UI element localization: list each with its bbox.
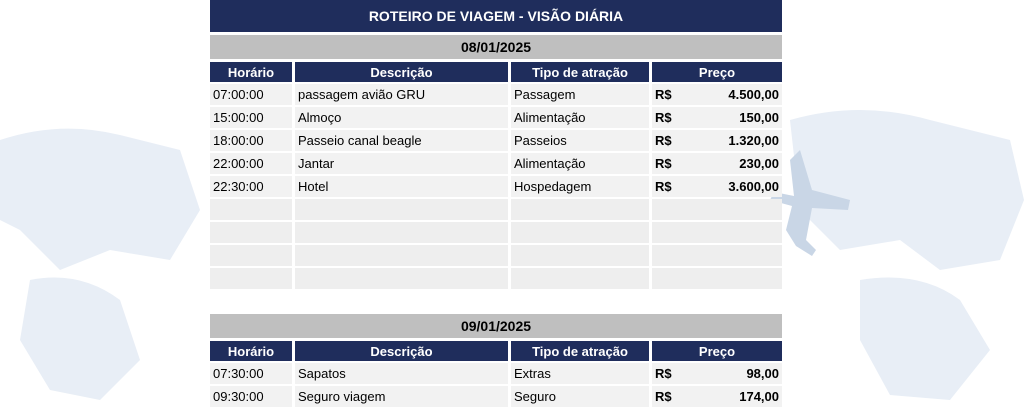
price-value: 98,00 <box>746 366 779 381</box>
currency-symbol: R$ <box>655 110 672 125</box>
cell-time[interactable]: 22:00:00 <box>210 153 292 174</box>
empty-cell[interactable] <box>210 222 292 243</box>
empty-cell[interactable] <box>210 199 292 220</box>
cell-description[interactable]: Jantar <box>295 153 508 174</box>
cell-description[interactable]: Seguro viagem <box>295 386 508 407</box>
itinerary-sheet <box>210 0 782 407</box>
price-value: 1.320,00 <box>728 133 779 148</box>
empty-cell[interactable] <box>511 199 649 220</box>
cell-price[interactable] <box>652 363 782 384</box>
empty-cell[interactable] <box>295 222 508 243</box>
cell-price[interactable] <box>652 153 782 174</box>
cell-price[interactable] <box>652 107 782 128</box>
col-header-time: Horário <box>210 62 292 82</box>
day-date-2: 09/01/2025 <box>210 314 782 338</box>
cell-time[interactable]: 07:30:00 <box>210 363 292 384</box>
section-gap <box>210 289 782 311</box>
table-row[interactable] <box>210 84 782 105</box>
table-row[interactable] <box>210 153 782 174</box>
col-header-price: Preço <box>652 62 782 82</box>
page-title: ROTEIRO DE VIAGEM - VISÃO DIÁRIA <box>210 0 782 32</box>
day-date-1: 08/01/2025 <box>210 35 782 59</box>
cell-time[interactable]: 09:30:00 <box>210 386 292 407</box>
currency-symbol: R$ <box>655 389 672 404</box>
cell-type[interactable]: Passagem <box>511 84 649 105</box>
empty-cell[interactable] <box>652 222 782 243</box>
price-value: 3.600,00 <box>728 179 779 194</box>
cell-type[interactable]: Passeios <box>511 130 649 151</box>
price-value: 150,00 <box>739 110 779 125</box>
empty-cell[interactable] <box>295 245 508 266</box>
empty-cell[interactable] <box>652 245 782 266</box>
cell-type[interactable]: Alimentação <box>511 153 649 174</box>
currency-symbol: R$ <box>655 133 672 148</box>
cell-time[interactable]: 22:30:00 <box>210 176 292 197</box>
price-value: 174,00 <box>739 389 779 404</box>
cell-price[interactable] <box>652 386 782 407</box>
cell-price[interactable] <box>652 176 782 197</box>
cell-type[interactable]: Seguro <box>511 386 649 407</box>
empty-row[interactable] <box>210 199 782 220</box>
col-header-type: Tipo de atração <box>511 62 649 82</box>
cell-price[interactable] <box>652 130 782 151</box>
table-row[interactable] <box>210 176 782 197</box>
table-row[interactable] <box>210 386 782 407</box>
cell-type[interactable]: Extras <box>511 363 649 384</box>
cell-description[interactable]: Hotel <box>295 176 508 197</box>
cell-time[interactable]: 07:00:00 <box>210 84 292 105</box>
empty-cell[interactable] <box>511 245 649 266</box>
empty-cell[interactable] <box>652 199 782 220</box>
empty-row[interactable] <box>210 222 782 243</box>
cell-description[interactable]: passagem avião GRU <box>295 84 508 105</box>
cell-description[interactable]: Sapatos <box>295 363 508 384</box>
empty-cell[interactable] <box>295 199 508 220</box>
empty-cell[interactable] <box>210 245 292 266</box>
cell-time[interactable]: 15:00:00 <box>210 107 292 128</box>
currency-symbol: R$ <box>655 87 672 102</box>
table-row[interactable] <box>210 107 782 128</box>
empty-cell[interactable] <box>295 268 508 289</box>
col-header-price: Preço <box>652 341 782 361</box>
empty-row[interactable] <box>210 245 782 266</box>
cell-description[interactable]: Almoço <box>295 107 508 128</box>
price-value: 4.500,00 <box>728 87 779 102</box>
table-header-1 <box>210 62 782 82</box>
price-value: 230,00 <box>739 156 779 171</box>
cell-price[interactable] <box>652 84 782 105</box>
table-row[interactable] <box>210 130 782 151</box>
col-header-description: Descrição <box>295 62 508 82</box>
cell-type[interactable]: Alimentação <box>511 107 649 128</box>
col-header-type: Tipo de atração <box>511 341 649 361</box>
cell-time[interactable]: 18:00:00 <box>210 130 292 151</box>
empty-cell[interactable] <box>652 268 782 289</box>
empty-cell[interactable] <box>210 268 292 289</box>
empty-row[interactable] <box>210 268 782 289</box>
currency-symbol: R$ <box>655 179 672 194</box>
cell-type[interactable]: Hospedagem <box>511 176 649 197</box>
currency-symbol: R$ <box>655 366 672 381</box>
table-row[interactable] <box>210 363 782 384</box>
empty-cell[interactable] <box>511 268 649 289</box>
col-header-description: Descrição <box>295 341 508 361</box>
col-header-time: Horário <box>210 341 292 361</box>
empty-cell[interactable] <box>511 222 649 243</box>
table-header-2 <box>210 341 782 361</box>
currency-symbol: R$ <box>655 156 672 171</box>
cell-description[interactable]: Passeio canal beagle <box>295 130 508 151</box>
